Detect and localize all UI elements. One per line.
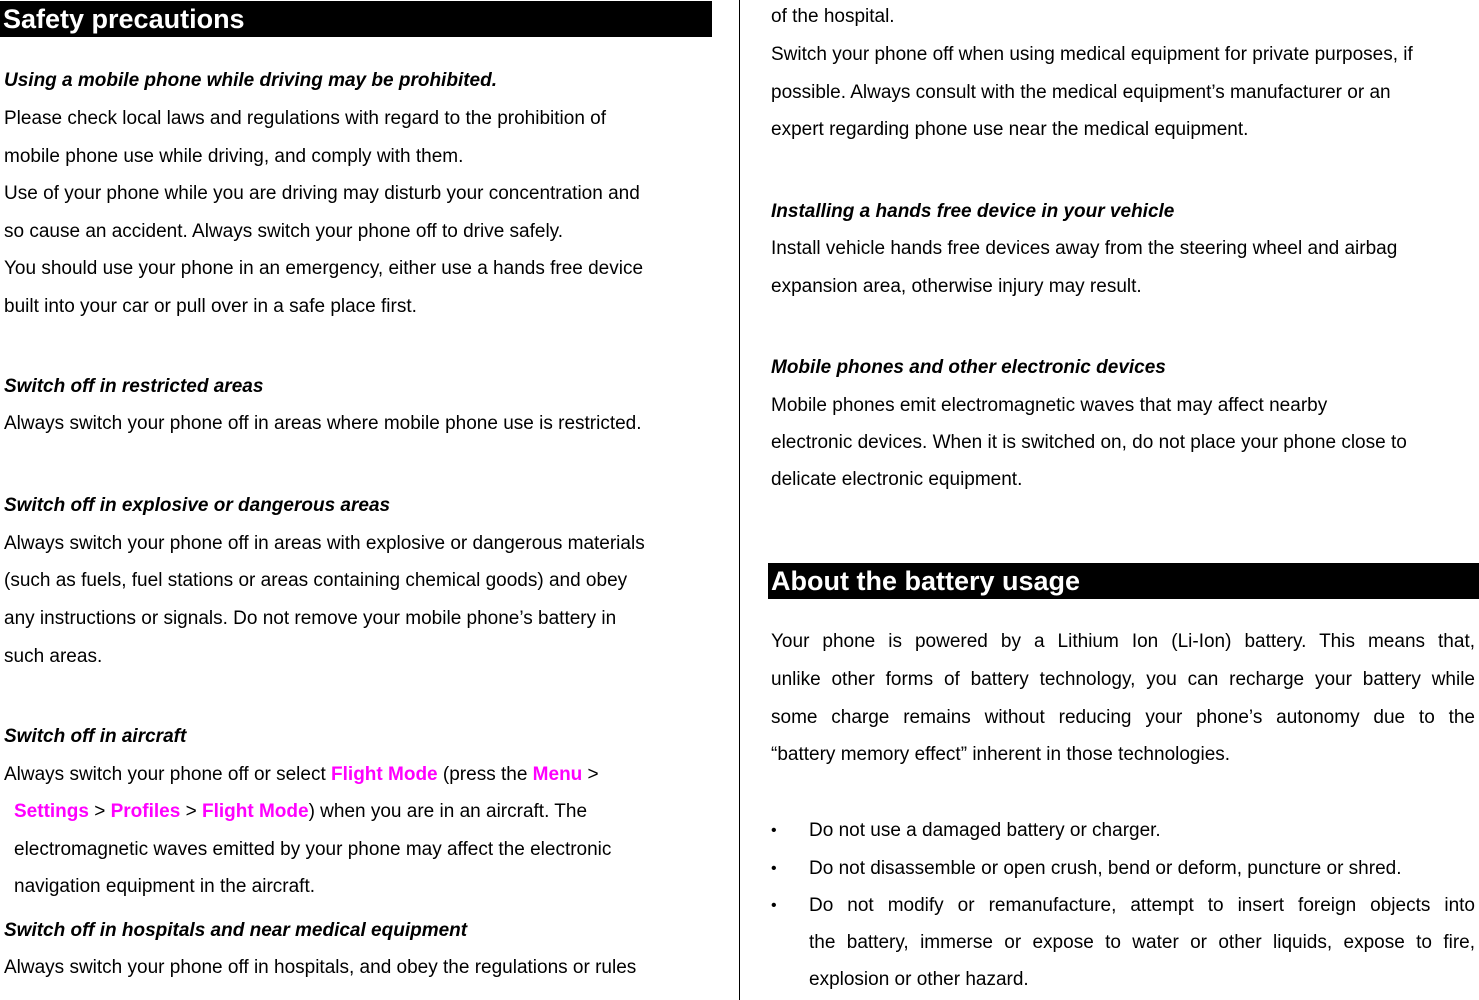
heading-aircraft: Switch off in aircraft bbox=[4, 726, 187, 747]
paragraph-line: Use of your phone while you are driving may disturb your concentration and bbox=[4, 183, 640, 204]
paragraph-line: so cause an accident. Always switch your phone off to drive safely. bbox=[4, 221, 564, 242]
right-column bbox=[768, 0, 1479, 1000]
bullet-icon: • bbox=[771, 860, 777, 877]
left-column bbox=[0, 0, 712, 1000]
paragraph-line: mobile phone use while driving, and comply with them. bbox=[4, 146, 464, 167]
paragraph-line: Always switch your phone off in hospitals, and obey the regulations or rules bbox=[4, 957, 637, 978]
paragraph-line: some charge remains without reducing your phone’s autonomy due to the bbox=[771, 707, 1475, 728]
bullet-icon: • bbox=[771, 897, 777, 914]
paragraph-line: Please check local laws and regulations with regard to the prohibition of bbox=[4, 108, 607, 129]
section-header-safety: Safety precautions bbox=[0, 1, 712, 37]
paragraph-line: “battery memory effect” inherent in those technologies. bbox=[771, 744, 1231, 765]
paragraph-line: Switch your phone off when using medical equipment for private purposes, if bbox=[771, 44, 1413, 65]
paragraph-line: You should use your phone in an emergency, either use a hands free device bbox=[4, 258, 644, 279]
heading-electronic-devices: Mobile phones and other electronic devices bbox=[771, 357, 1166, 378]
paragraph-line: expansion area, otherwise injury may result. bbox=[771, 276, 1142, 297]
bullet-icon: • bbox=[771, 822, 777, 839]
text-span: (press the bbox=[437, 764, 533, 785]
heading-driving: Using a mobile phone while driving may be prohibited. bbox=[4, 70, 497, 91]
paragraph-line: possible. Always consult with the medical equipment’s manufacturer or an bbox=[771, 82, 1391, 103]
paragraph-line: Mobile phones emit electromagnetic waves that may affect nearby bbox=[771, 395, 1328, 416]
paragraph-line: delicate electronic equipment. bbox=[771, 469, 1023, 490]
text-span: > bbox=[582, 764, 599, 785]
profiles-term: Profiles bbox=[110, 801, 181, 822]
section-header-battery: About the battery usage bbox=[768, 563, 1479, 599]
paragraph-line: Your phone is powered by a Lithium Ion (Li-Ion) battery. This means that, bbox=[771, 631, 1475, 652]
paragraph-line: Install vehicle hands free devices away from the steering wheel and airbag bbox=[771, 238, 1398, 259]
paragraph-line: electromagnetic waves emitted by your phone may affect the electronic bbox=[14, 839, 612, 860]
text-span: ) when you are in an aircraft. The bbox=[308, 801, 588, 822]
bullet-item-continuation: explosion or other hazard. bbox=[809, 969, 1029, 990]
bullet-item: Do not disassemble or open crush, bend or deform, puncture or shred. bbox=[809, 858, 1402, 879]
text-span: > bbox=[180, 801, 202, 822]
bullet-item-continuation: the battery, immerse or expose to water or other liquids, expose to fire, bbox=[809, 932, 1475, 953]
paragraph-line: expert regarding phone use near the medical equipment. bbox=[771, 119, 1249, 140]
flight-mode-term: Flight Mode bbox=[201, 801, 309, 822]
paragraph-line-aircraft-2 bbox=[14, 801, 587, 823]
paragraph-line: unlike other forms of battery technology, you can recharge your battery while bbox=[771, 669, 1475, 690]
menu-term: Menu bbox=[532, 764, 583, 785]
page-divider bbox=[739, 0, 740, 1000]
heading-explosive-areas: Switch off in explosive or dangerous areas bbox=[4, 495, 391, 516]
paragraph-line: built into your car or pull over in a safe place first. bbox=[4, 296, 417, 317]
paragraph-line: of the hospital. bbox=[771, 6, 895, 27]
settings-term: Settings bbox=[14, 801, 89, 822]
paragraph-line: (such as fuels, fuel stations or areas containing chemical goods) and obey bbox=[4, 570, 628, 591]
paragraph-line: such areas. bbox=[4, 646, 103, 667]
bullet-item: Do not use a damaged battery or charger. bbox=[809, 820, 1161, 841]
heading-hands-free: Installing a hands free device in your vehicle bbox=[771, 201, 1175, 222]
paragraph-line-aircraft-1 bbox=[4, 764, 599, 786]
paragraph-line: electronic devices. When it is switched on, do not place your phone close to bbox=[771, 432, 1407, 453]
flight-mode-term: Flight Mode bbox=[331, 764, 438, 785]
paragraph-line: Always switch your phone off in areas with explosive or dangerous materials bbox=[4, 533, 645, 554]
paragraph-line: Always switch your phone off in areas where mobile phone use is restricted. bbox=[4, 413, 642, 434]
bullet-item: Do not modify or remanufacture, attempt to insert foreign objects into bbox=[809, 895, 1475, 916]
text-span: Always switch your phone off or select bbox=[4, 764, 332, 785]
paragraph-line: any instructions or signals. Do not remove your mobile phone’s battery in bbox=[4, 608, 617, 629]
text-span: > bbox=[88, 801, 111, 822]
paragraph-line: navigation equipment in the aircraft. bbox=[14, 876, 316, 897]
heading-hospitals: Switch off in hospitals and near medical equipment bbox=[4, 920, 468, 941]
heading-restricted-areas: Switch off in restricted areas bbox=[4, 376, 264, 397]
